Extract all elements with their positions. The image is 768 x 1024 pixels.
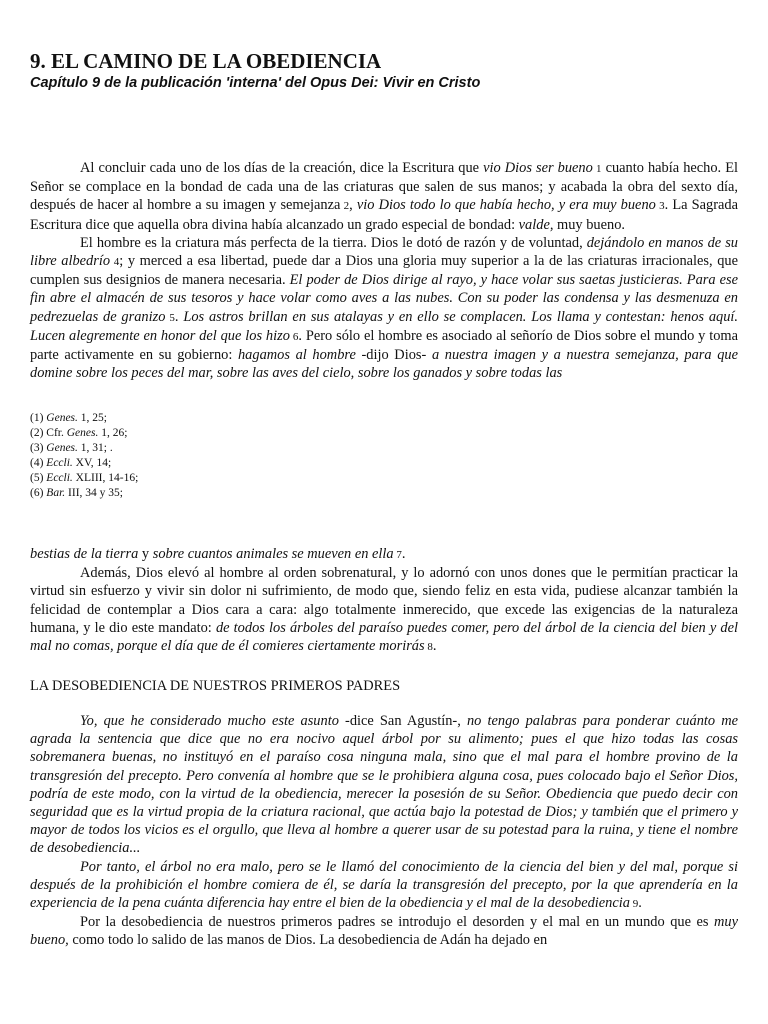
footnote: (1) Genes. 1, 25;	[30, 412, 107, 424]
paragraph-disorder	[30, 913, 738, 949]
italic-text: bestias de la tierra	[30, 546, 139, 562]
reference-number: 8	[424, 641, 433, 654]
text-run: . La Sagrada Escritura dice que aquella obra divina había alcanzado un grado especial de bondad:	[30, 197, 738, 233]
footnote: (2) Cfr. Genes. 1, 26;	[30, 427, 128, 439]
reference-number: 3	[655, 200, 665, 213]
reference-number: 1	[592, 163, 602, 175]
italic-text: Por tanto, el árbol no era malo, pero se le llamó del conocimiento de la ciencia del bien y del mal, porque si después de la prohibición el hombre comiera de él, se daría la transgresión del precepto, por la que aprendería en la experiencia de la pena cuánta diferencia hay entre el bien de la obediencia y el mal de la desobediencia	[30, 858, 738, 912]
italic-text: hagamos al hombre	[237, 347, 356, 364]
text-run: como todo lo salido de las manos de Dios. La desobediencia de Adán ha dejado en	[68, 932, 548, 949]
text-run: .	[174, 308, 184, 325]
text-run: muy bueno.	[553, 216, 625, 233]
text-run: .	[401, 546, 406, 562]
text-run: y	[138, 546, 153, 562]
italic-text: muy bueno,	[30, 914, 738, 949]
italic-text: vio Dios ser bueno	[483, 160, 593, 176]
italic-text: valde,	[518, 216, 554, 233]
text-run: Además, Dios elevó al hombre al orden sobrenatural, y lo adornó con unos dones que le permitían practicar la virtud sin esfuerzo y vivir sin dolor ni sufrimiento, de modo que, siendo feliz en esta vida, pudiese alcanzar también la felicidad de contemplar a Dios cara a cara: algo totalmente inmerecido, que excede las exigencias de la naturaleza humana, y le dio este mandato:	[30, 565, 738, 636]
italic-text: no tengo palabras para ponderar cuánto me agrada la sentencia que dice que no era nocivo aquel árbol por su alimento; pues el que hizo todas las cosas sobremanera buenas, no instituyó en el paraíso cosa ninguna mala, sino que el mal para el hombre provino de la transgresión del precepto. Pero convenía al hombre que se le prohibiera alguna cosa, pues colocado bajo el Señor Dios, podría de este modo, con la virtud de la obediencia, merecer la posesión de su Señor. Obediencia que puedo decir con seguridad que es la virtud propia de la criatura racional, que actúa bajo la potestad de Dios;	[30, 713, 738, 821]
body-text-bottom	[30, 712, 738, 950]
text-run: cuanto había hecho. El Señor se complace en la bondad de cada una de las criaturas que salen de sus manos; y acabada la obra del sexto día, después de hacer al hombre a su imagen y semejanza	[30, 160, 738, 214]
reference-number: 9	[629, 898, 639, 911]
text-run: -dice San Agustín-,	[338, 713, 467, 729]
reference-number: 7	[393, 549, 402, 561]
italic-text: sobre cuantos animales se mueven en ella	[152, 546, 394, 562]
paragraph-supernatural	[30, 564, 738, 656]
paragraph-man	[30, 234, 738, 383]
footnote: (6) Bar. III, 34 y 35;	[30, 487, 123, 499]
paragraph-creation	[30, 159, 738, 234]
paragraph-augustine-quote	[30, 712, 738, 858]
reference-number: 5	[165, 311, 175, 324]
page-title: 9. EL CAMINO DE LA OBEDIENCIA	[30, 49, 382, 73]
paragraph-continuation	[30, 545, 738, 564]
paragraph-tree	[30, 858, 738, 914]
body-text-middle	[30, 545, 738, 656]
italic-text: y también que el primero y mayor de todos los vicios es el orgullo, que lleva al hombre a querer usar de su potestad para la ruina, y tiene el nombre de desobediencia...	[30, 804, 738, 857]
text-run: -dijo Dios-	[355, 347, 432, 364]
text-run: .	[432, 638, 437, 655]
footnote: (3) Genes. 1, 31; .	[30, 442, 113, 454]
text-run: .	[638, 895, 642, 912]
text-run: ,	[349, 197, 357, 214]
section-heading: LA DESOBEDIENCIA DE NUESTROS PRIMEROS PADRES	[30, 678, 401, 694]
italic-text: Yo, que he considerado mucho este asunto	[80, 713, 339, 729]
reference-number: 2	[340, 200, 350, 213]
italic-text: a nuestra imagen y a nuestra semejanza, para que domine sobre los peces del mar, sobre las aves del cielo, sobre los ganados y sobre todas las	[30, 347, 739, 382]
body-text-top	[30, 159, 738, 382]
footnote: (4) Eccli. XV, 14;	[30, 457, 112, 469]
text-run: ; y merced a esa libertad, puede dar a Dios una gloria muy superior a la de las criaturas irracionales, que cumplen sus designios de manera necesaria.	[30, 253, 738, 289]
italic-text: de todos los árboles del paraíso puedes comer, pero del árbol de la ciencia del bien y del mal no comas, porque el día que de él comieres ciertamente morirás	[30, 619, 738, 655]
text-run: . Pero sólo el hombre es asociado al señorío de Dios sobre el mundo y toma parte activamente en su gobierno:	[30, 327, 738, 364]
footnotes	[30, 411, 138, 501]
footnote: (5) Eccli. XLIII, 14-16;	[30, 472, 139, 484]
italic-text: vio Dios todo lo que había hecho, y era muy bueno	[356, 197, 656, 214]
reference-number: 4	[110, 256, 120, 269]
reference-number: 6	[289, 330, 299, 343]
text-run: Al concluir cada uno de los días de la creación, dice la Escritura que	[80, 160, 484, 176]
page-subtitle: Capítulo 9 de la publicación 'interna' del Opus Dei: Vivir en Cristo	[30, 75, 481, 91]
italic-text: dejándolo en manos de su libre albedrío	[30, 234, 738, 270]
italic-text: Los astros brillan en sus atalayas y en ello se complacen. Los llama y contestan: henos aquí. Lucen alegremente en honor del que los hizo	[30, 308, 739, 344]
text-run: El hombre es la criatura más perfecta de la tierra. Dios le dotó de razón y de voluntad,	[80, 234, 587, 251]
text-run: Por la desobediencia de nuestros primeros padres se introdujo el desorden y el mal en un mundo que es	[80, 914, 715, 931]
italic-text: El poder de Dios dirige al rayo, y hace volar sus saetas justicieras. Para ese fin abre el almacén de sus tesoros y hace volar como aves a las nubes. Con su poder las condensa y las desmenuza en pedrezuelas de granizo	[30, 272, 738, 325]
